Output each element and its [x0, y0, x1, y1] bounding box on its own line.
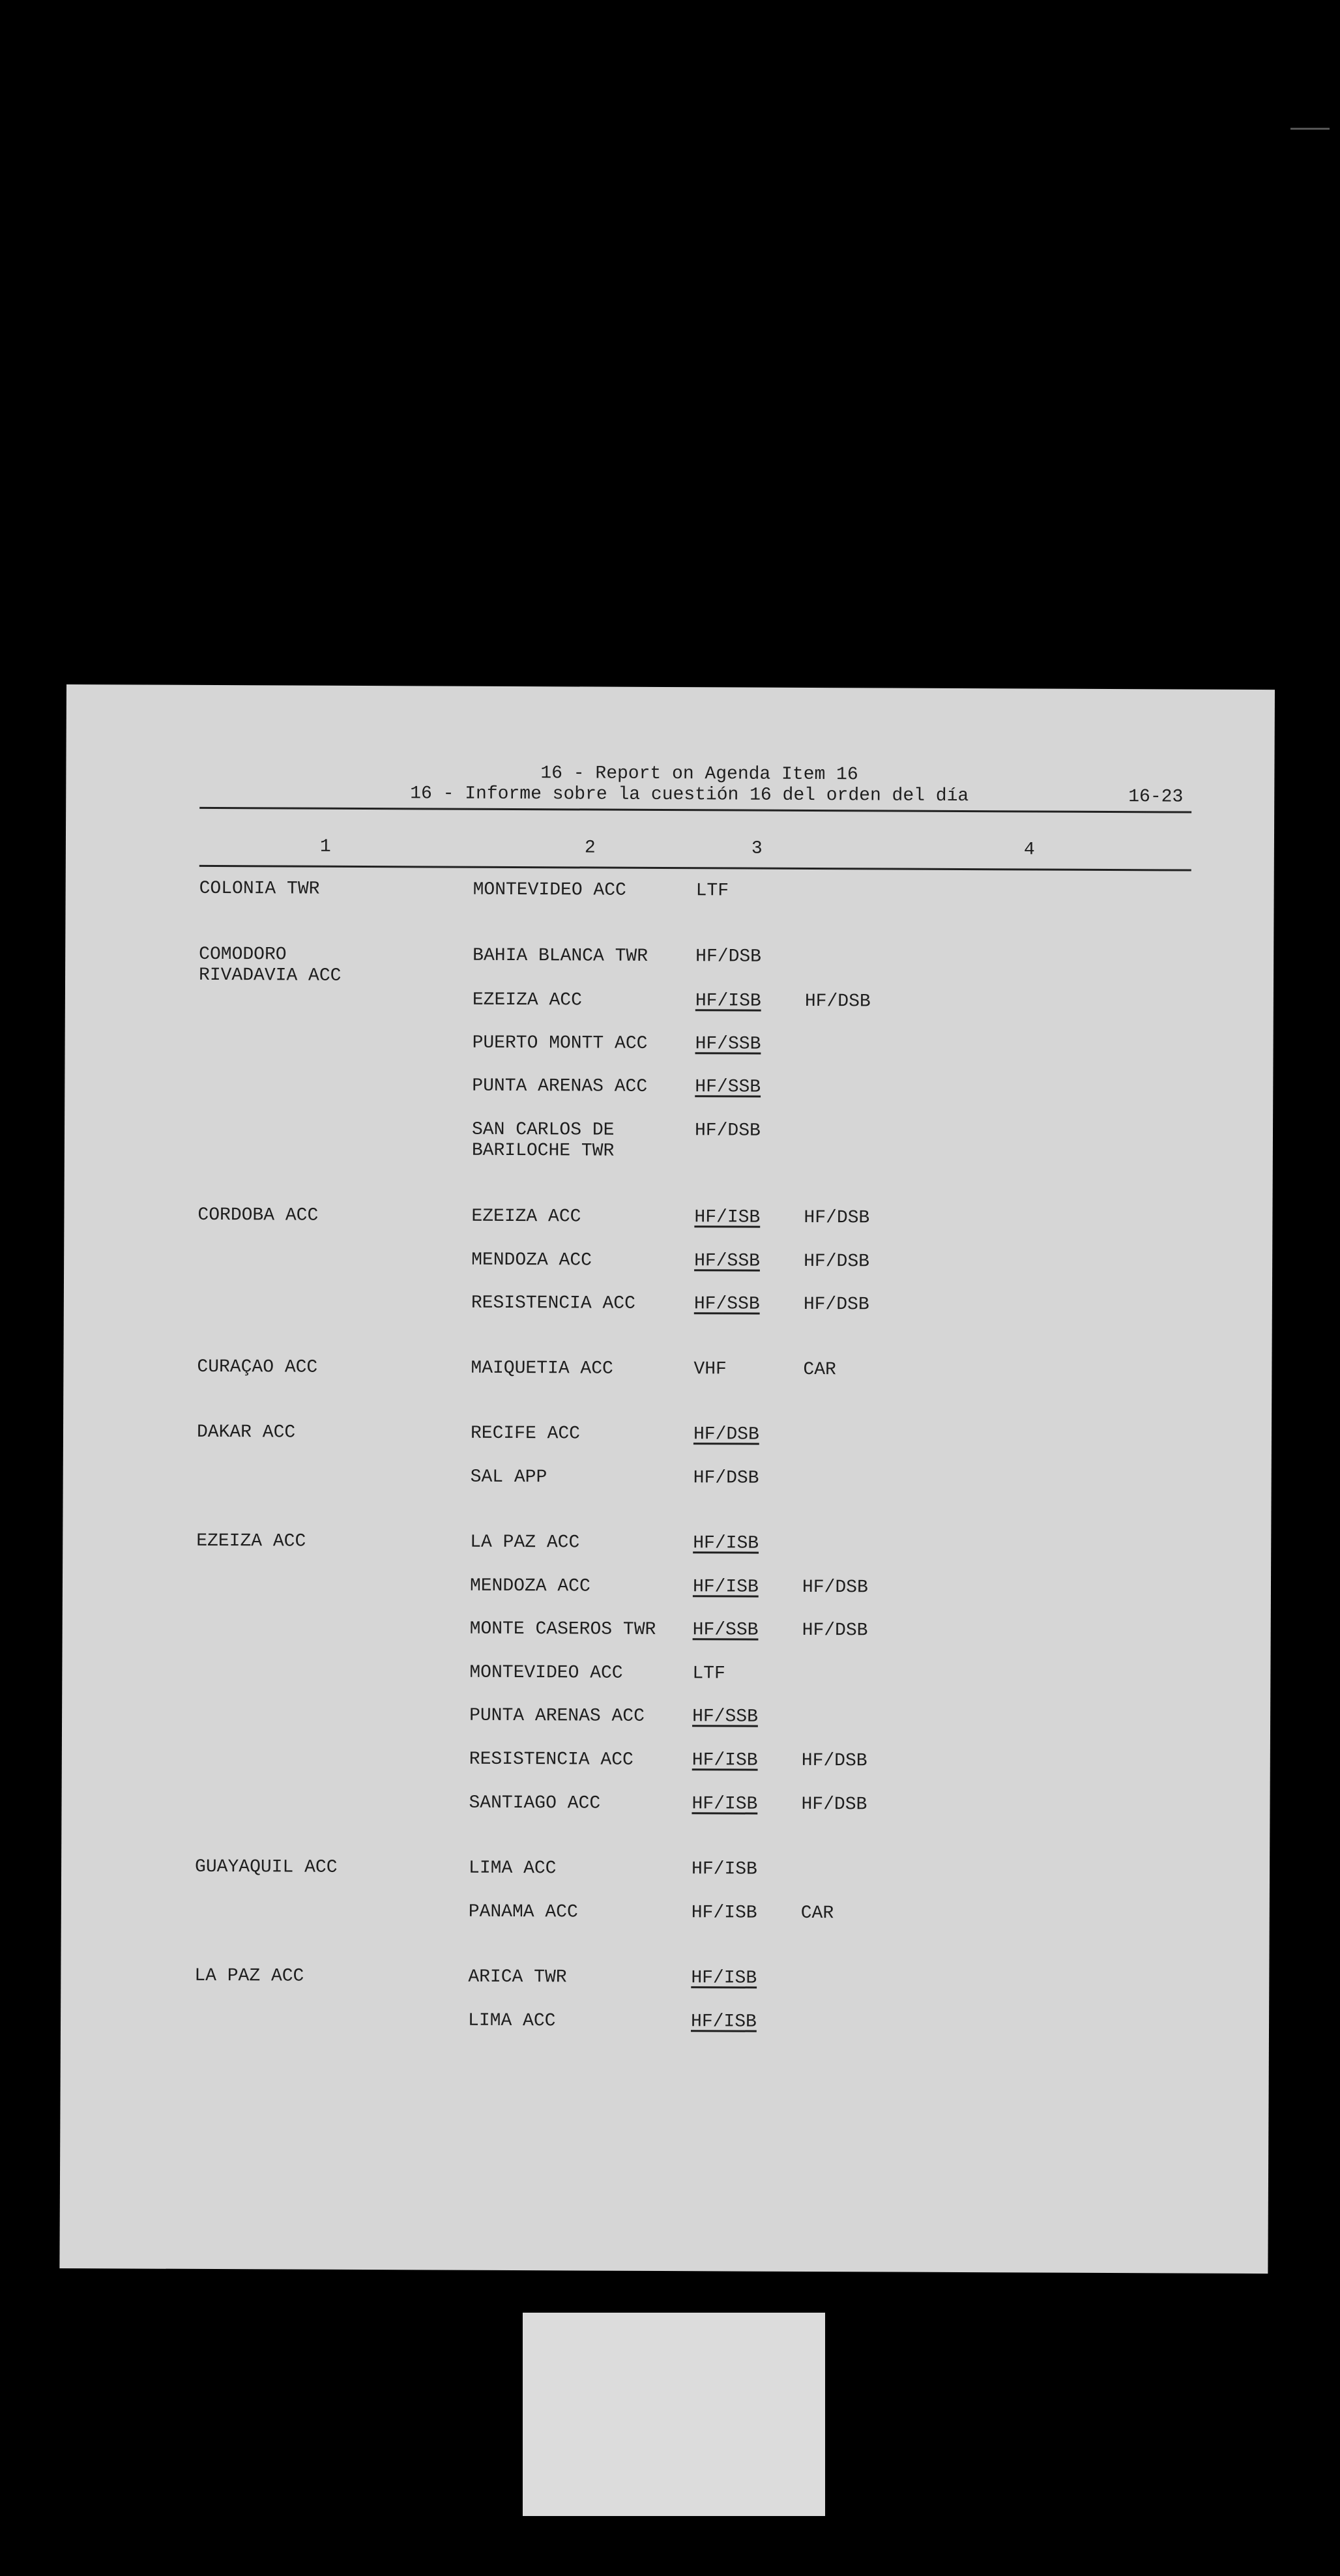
- table-cell-col1: COMODORO RIVADAVIA ACC: [198, 944, 342, 986]
- table-cell-col3: HF/SSB: [692, 1620, 759, 1641]
- table-cell-col3: HF/ISB: [692, 1794, 758, 1815]
- header-rule: [199, 807, 1191, 813]
- table-cell-col4: HF/DSB: [802, 1620, 868, 1641]
- table-cell-col1: COLONIA TWR: [199, 878, 320, 900]
- table-cell-col3: LTF: [695, 881, 729, 901]
- scanner-edge-mark: [1290, 128, 1330, 130]
- table-cell-col4: HF/DSB: [801, 1794, 867, 1815]
- table-cell-col3: HF/SSB: [695, 1077, 761, 1098]
- table-cell-col2: PUNTA ARENAS ACC: [472, 1076, 648, 1097]
- table-cell-col2: MAIQUETIA ACC: [471, 1358, 613, 1379]
- table-cell-col3: HF/ISB: [692, 1750, 758, 1771]
- table-cell-col2: SAN CARLOS DE BARILOCHE TWR: [471, 1119, 615, 1162]
- table-cell-col2: RESISTENCIA ACC: [469, 1749, 634, 1770]
- document-page: [59, 684, 1275, 2274]
- table-cell-col3: HF/SSB: [694, 1251, 761, 1272]
- table-cell-col4: HF/DSB: [801, 1750, 867, 1772]
- scan-target-card: [523, 2313, 825, 2516]
- table-cell-col3: HF/ISB: [694, 1207, 761, 1228]
- table-cell-col2: PUERTO MONTT ACC: [472, 1032, 648, 1054]
- table-cell-col1: EZEIZA ACC: [196, 1530, 306, 1552]
- table-cell-col2: EZEIZA ACC: [471, 1206, 581, 1227]
- page-number: 16-23: [1128, 787, 1184, 808]
- table-cell-col2: EZEIZA ACC: [472, 989, 582, 1011]
- table-cell-col2: MONTEVIDEO ACC: [469, 1662, 623, 1684]
- table-cell-col3: VHF: [693, 1359, 727, 1380]
- table-cell-col3: HF/SSB: [695, 1034, 761, 1055]
- table-cell-col2: ARICA TWR: [468, 1967, 567, 1988]
- table-cell-col3: HF/ISB: [692, 1577, 759, 1598]
- table-cell-col2: MENDOZA ACC: [469, 1575, 590, 1597]
- table-cell-col3: HF/ISB: [695, 991, 761, 1012]
- table-cell-col1: DAKAR ACC: [196, 1422, 296, 1443]
- table-cell-col1: LA PAZ ACC: [194, 1965, 304, 1987]
- column-number-4: 4: [1023, 840, 1035, 860]
- table-cell-col4: HF/DSB: [804, 991, 871, 1012]
- table-cell-col3: HF/DSB: [694, 1120, 761, 1141]
- table-cell-col2: RECIFE ACC: [470, 1423, 581, 1444]
- table-cell-col3: HF/SSB: [692, 1706, 758, 1727]
- table-cell-col2: SANTIAGO ACC: [469, 1793, 601, 1814]
- table-cell-col3: HF/ISB: [692, 1859, 757, 1880]
- table-cell-col3: HF/ISB: [691, 1968, 757, 1989]
- table-cell-col2: LIMA ACC: [467, 2010, 556, 2032]
- table-cell-col2: MONTE CASEROS TWR: [469, 1618, 656, 1640]
- table-cell-col4: HF/DSB: [804, 1251, 870, 1272]
- table-cell-col1: CORDOBA ACC: [197, 1205, 319, 1226]
- column-header-rule: [199, 865, 1191, 871]
- table-cell-col4: HF/DSB: [803, 1294, 869, 1315]
- header-title-es: 16 - Informe sobre la cuestión 16 del orden del día: [410, 783, 969, 807]
- table-cell-col3: HF/ISB: [693, 1533, 759, 1554]
- table-cell-col2: BAHIA BLANCA TWR: [473, 945, 648, 967]
- table-cell-col2: MENDOZA ACC: [471, 1250, 592, 1271]
- header-title-en: 16 - Report on Agenda Item 16: [540, 763, 858, 785]
- table-cell-col3: HF/SSB: [693, 1294, 760, 1315]
- table-cell-col2: PUNTA ARENAS ACC: [469, 1705, 645, 1727]
- table-cell-col4: CAR: [803, 1359, 836, 1381]
- table-cell-col4: CAR: [800, 1903, 834, 1924]
- table-cell-col2: RESISTENCIA ACC: [471, 1293, 635, 1314]
- table-cell-col3: HF/DSB: [695, 946, 762, 967]
- table-cell-col2: LA PAZ ACC: [470, 1532, 580, 1553]
- column-number-2: 2: [584, 838, 596, 858]
- table-cell-col4: HF/DSB: [804, 1207, 870, 1229]
- table-cell-col1: GUAYAQUIL ACC: [195, 1856, 338, 1878]
- column-number-3: 3: [751, 838, 763, 859]
- table-cell-col3: HF/ISB: [690, 2012, 757, 2032]
- column-number-1: 1: [319, 836, 331, 857]
- table-cell-col2: MONTEVIDEO ACC: [473, 879, 626, 901]
- table-cell-col2: PANAMA ACC: [468, 1901, 578, 1923]
- table-cell-col3: HF/ISB: [691, 1903, 757, 1924]
- table-cell-col4: HF/DSB: [802, 1577, 868, 1598]
- table-cell-col1: CURAÇAO ACC: [197, 1356, 318, 1378]
- table-cell-col3: HF/DSB: [693, 1424, 759, 1445]
- table-cell-col2: SAL APP: [470, 1467, 547, 1488]
- table-cell-col3: LTF: [692, 1663, 725, 1684]
- table-cell-col3: HF/DSB: [693, 1468, 759, 1489]
- table-cell-col2: LIMA ACC: [469, 1858, 557, 1879]
